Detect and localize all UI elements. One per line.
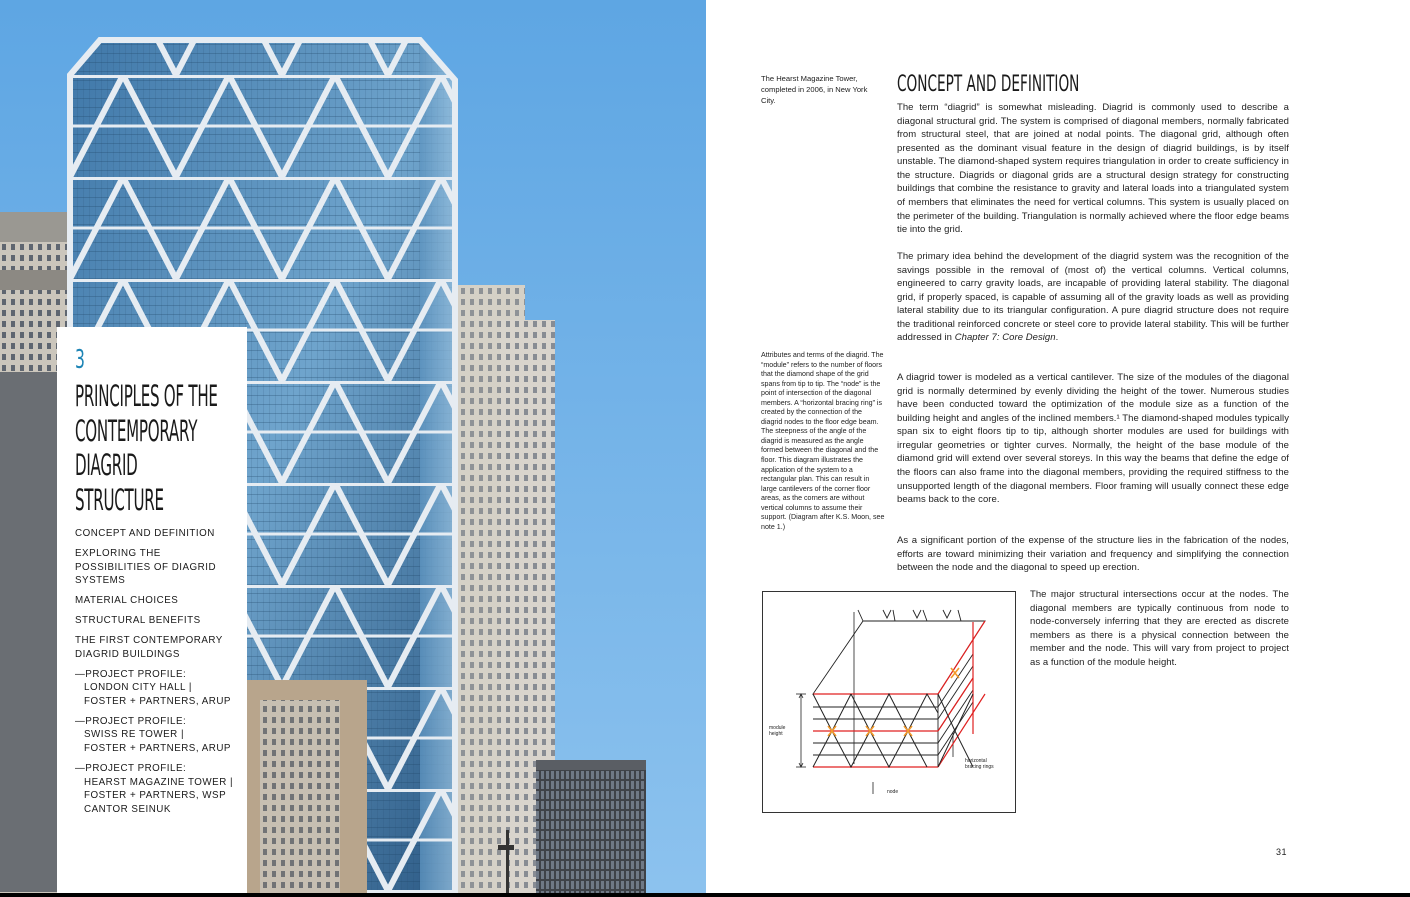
body-paragraph — [897, 250, 1289, 345]
toc-item: EXPLORING THE POSSIBILITIES OF DIAGRID SYSTEMS — [75, 547, 217, 587]
body-text: . — [1055, 332, 1059, 344]
table-of-contents — [75, 527, 243, 823]
body-text: The primary idea behind the development of the diagrid system was the recognition of the savings possible in the removal of (most of) the vertical columns. Vertical columns, engineered to carry gravity loads, are incapable of providing lateral stability. The diagonal grid, if properly spaced, is capable of assuming all of the gravity loads as well as providing lateral stability due to its triangular configuration. A pure diagrid structure does not require the traditional reinforced concrete or steel core to provide lateral stability. This will be further addressed in — [897, 251, 1289, 344]
toc-item: —PROJECT PROFILE: LONDON CITY HALL | FOSTER + PARTNERS, ARUP — [75, 668, 231, 707]
diagrid-diagram — [762, 591, 1016, 813]
toc-item: STRUCTURAL BENEFITS — [75, 615, 201, 627]
body-paragraph: A diagrid tower is modeled as a vertical cantilever. The size of the modules of the diagonal grid is normally determined by evenly dividing the height of the tower. Numerous studies have been conducted toward the optimization of the module size as a function of the building height and angles of the inclined members.¹ The diamond-shaped modules typically span six to eight floors tip to tip, although shorter modules are used for buildings with irregular geometries or tighter curves. Normally, the height of the base module of the diamond grid will extend over several storeys. In this way the beams that define the edge of the floors can also frame into the diagonal members, providing the required stiffness to the unsupported length of the diagonal members. Floor framing will usually connect these edge beams back to the core. — [897, 372, 1289, 506]
bracing-rings — [813, 621, 985, 767]
photo-caption: The Hearst Magazine Tower, completed in 2006, in New York City. — [761, 74, 868, 105]
left-page — [0, 0, 706, 893]
section-heading: CONCEPT AND DEFINITION — [897, 72, 1080, 97]
toc-item: —PROJECT PROFILE: HEARST MAGAZINE TOWER | FOSTER + PARTNERS, WSP CANTOR SEINUK — [75, 763, 234, 815]
chapter-title-line: DIAGRID — [75, 448, 138, 482]
bracing-ring-label: horizontal bracing rings — [965, 758, 994, 770]
dark-building-right — [536, 760, 646, 893]
body-paragraph: The major structural intersections occur at the nodes. The diagonal members are typically continuous from node to node-conversely inferring that they are erected as discrete members as there is a physical connection between the member and the node. This will vary from project to project as a function of the module height. — [1030, 589, 1289, 668]
toc-item: —PROJECT PROFILE: SWISS RE TOWER | FOSTER + PARTNERS, ARUP — [75, 715, 231, 755]
right-page — [706, 0, 1410, 893]
chapter-title-line: STRUCTURE — [75, 482, 164, 517]
module-height-label: module height — [769, 725, 786, 737]
body-paragraph: As a significant portion of the expense of the structure lies in the fabrication of the nodes, efforts are toward minimizing their variation and frequency and simplifying the connection between the node and the diagonal to speed up erection. — [897, 535, 1289, 574]
street-buildings — [247, 680, 367, 893]
chapter-title-line: CONTEMPORARY — [75, 413, 198, 448]
body-paragraph: The term “diagrid” is somewhat misleading. Diagrid is commonly used to describe a diagonal structural grid. The system is comprised of diagonal members, normally fabricated from structural steel, that are joined at nodal points. The diagonal grid, although often presented as the dominant visual feature in the design of diagrid buildings, is by itself unstable. The diamond-shaped system requires triangulation in order to create sufficiency in the structure. Diagrids or diagonal grids are a structural design strategy for constructing buildings that combine the resistance to gravity and lateral loads into a triangulated system of members that eliminates the need for vertical columns. This system is usually placed on the perimeter of the building. Triangulation is normally achieved where the floor edge beams tie into the grid. — [897, 102, 1289, 236]
chapter-number: 3 — [75, 345, 85, 375]
top-plate — [813, 610, 985, 694]
chapter-reference: Chapter 7: Core Design — [954, 332, 1056, 344]
diagrid-drawing — [763, 592, 1015, 812]
chapter-title — [75, 379, 231, 517]
floor-plates — [813, 642, 973, 767]
chapter-title-line: PRINCIPLES OF THE — [75, 379, 218, 413]
page-number: 31 — [1276, 847, 1288, 857]
toc-item: THE FIRST CONTEMPORARY DIAGRID BUILDINGS — [75, 635, 223, 660]
chapter-panel — [57, 327, 247, 893]
dimension-marks — [796, 694, 806, 767]
toc-item: MATERIAL CHOICES — [75, 595, 179, 607]
toc-item: CONCEPT AND DEFINITION — [75, 528, 215, 539]
node-label: node — [887, 789, 899, 795]
diagram-caption: Attributes and terms of the diagrid. The “module” refers to the number of floors that the diamond shape of the grid spans from tip to tip. The “node” is the point of intersection of the diagonal members. A “horizontal bracing ring” is created by the connection of the diagrid nodes to the floor edge beam. The steepness of the angle of the diagrid is measured as the angle formed between the diagonal and the floor. This diagram illustrates the application of the system to a rectangular plan. This can result in large cantilevers of the corner floor areas, as the corners are without vertical columns to assume their support. (Diagram after K.S. Moon, see note 1.) — [761, 351, 885, 531]
